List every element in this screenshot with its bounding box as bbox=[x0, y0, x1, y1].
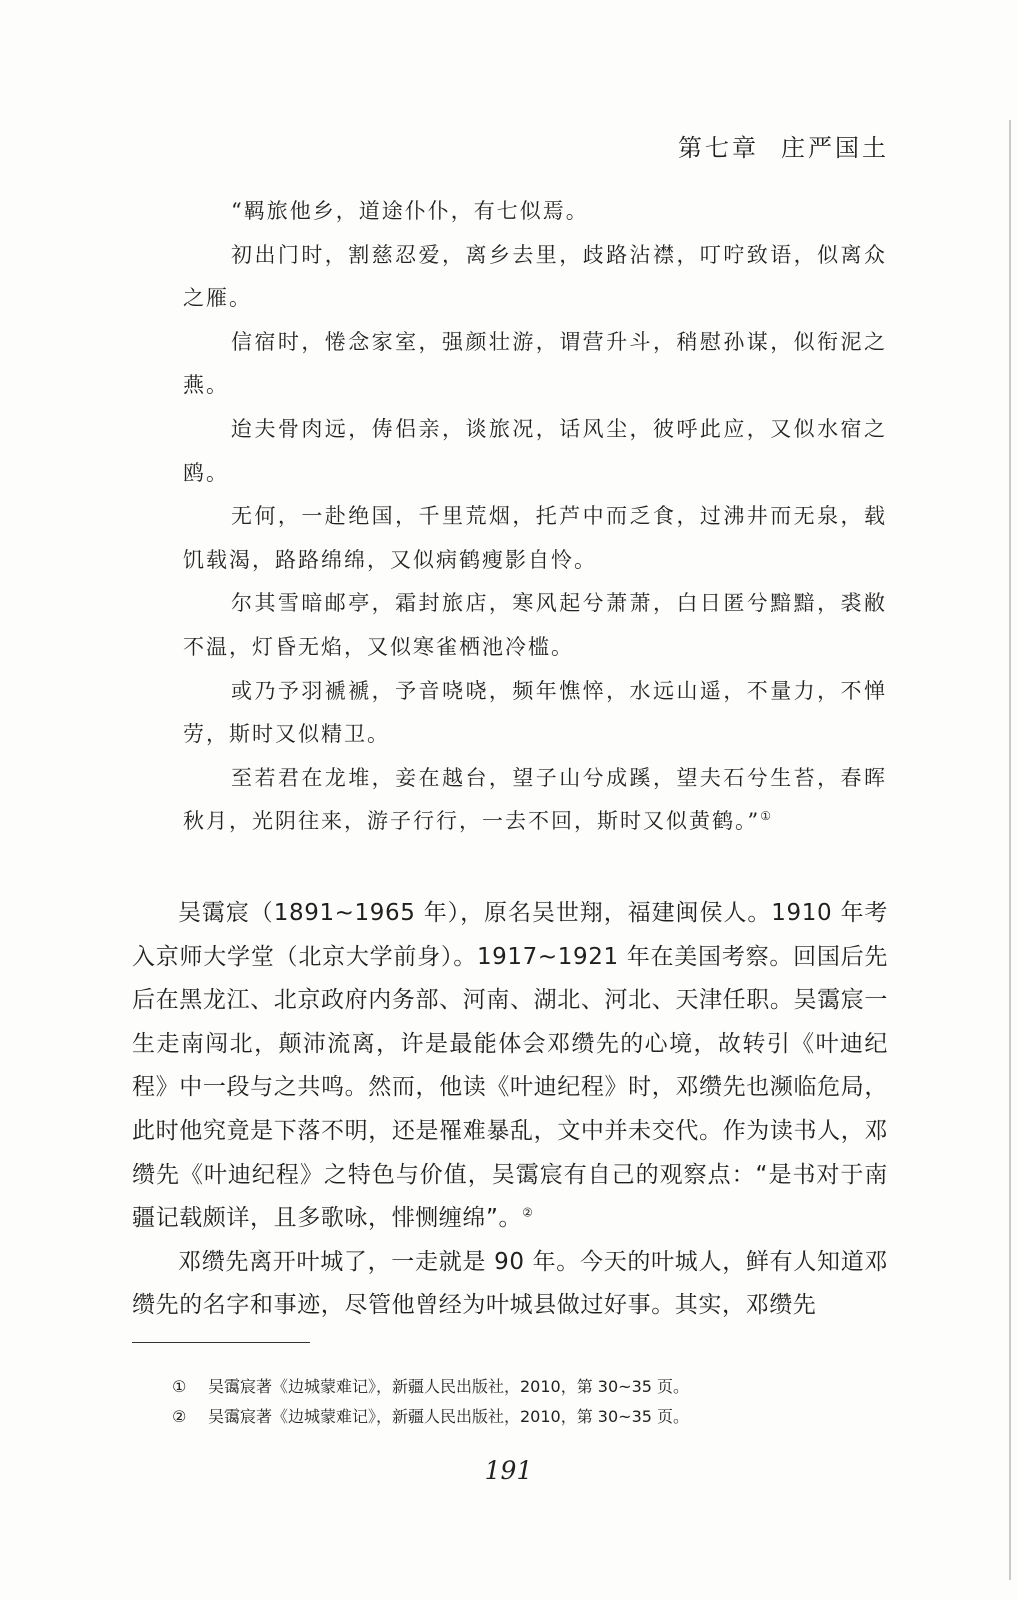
quote-text: 至若君在龙堆，妾在越台，望子山兮成蹊，望夫石兮生苔，春晖秋月，光阴往来，游子行行，一去不回，斯时又似黄鹤。” bbox=[183, 765, 887, 834]
quote-text: 迨夫骨肉远，俦侣亲，谈旅况，话风尘，彼呼此应，又似水宿之鸥。 bbox=[183, 416, 887, 485]
quote-paragraph bbox=[183, 234, 887, 321]
footnote-item bbox=[172, 1402, 872, 1432]
quote-text: 信宿时，惓念家室，强颜壮游，谓营升斗，稍慰孙谋，似衔泥之燕。 bbox=[183, 329, 887, 398]
quote-text: “羁旅他乡，道途仆仆，有七似焉。 bbox=[231, 199, 589, 223]
body-paragraph bbox=[132, 892, 888, 1241]
body-text bbox=[132, 892, 888, 1328]
quote-paragraph bbox=[183, 190, 887, 234]
footnote-reference[interactable]: ① bbox=[760, 809, 771, 824]
footnote-text: 吴霭宸著《边城蒙难记》，新疆人民出版社，2010，第 30~35 页。 bbox=[208, 1407, 690, 1426]
footnote-reference[interactable]: ② bbox=[522, 1205, 533, 1220]
quote-text: 或乃予羽褫褫，予音哓哓，频年憔悴，水远山遥，不量力，不惮劳，斯时又似精卫。 bbox=[183, 678, 887, 747]
page-edge-shadow bbox=[1009, 120, 1011, 1580]
page-number: 191 bbox=[484, 1456, 533, 1485]
footnote-mark: ② bbox=[172, 1407, 187, 1426]
quote-paragraph bbox=[183, 757, 887, 844]
footnote-text: 吴霭宸著《边城蒙难记》，新疆人民出版社，2010，第 30~35 页。 bbox=[208, 1377, 690, 1396]
chapter-number: 第七章 bbox=[678, 134, 759, 162]
quote-paragraph bbox=[183, 408, 887, 495]
footnote-mark: ① bbox=[172, 1377, 187, 1396]
quote-paragraph bbox=[183, 321, 887, 408]
footnote-divider bbox=[132, 1342, 310, 1343]
quoted-passage bbox=[183, 190, 887, 844]
quote-paragraph bbox=[183, 670, 887, 757]
running-head bbox=[678, 128, 889, 163]
quote-text: 初出门时，割慈忍爱，离乡去里，歧路沾襟，叮咛致语，似离众之雁。 bbox=[183, 242, 887, 311]
quote-text: 尔其雪暗邮亭，霜封旅店，寒风起兮萧萧，白日匿兮黯黯，裘敝不温，灯昏无焰，又似寒雀栖池冷槛。 bbox=[183, 591, 887, 659]
chapter-title: 庄严国土 bbox=[781, 134, 889, 162]
footnote-item bbox=[172, 1372, 872, 1402]
body-paragraph-text: 吴霭宸（1891~1965 年），原名吴世翔，福建闽侯人。1910 年考入京师大学堂（北京大学前身）。1917~1921 年在美国考察。回国后先后在黑龙江、北京政府内务部、河南、湖北、河北、天津任职。吴霭宸一生走南闯北，颠沛流离，许是最能体会邓缵先的心境，故转引《叶迪纪程》中一段与之共鸣。然而，他读《叶迪纪程》时，邓缵先也濒临危局，此时他究竟是下落不明，还是罹难暴乱，文中并未交代。作为读书人，邓缵先《叶迪纪程》之特色与价值，吴霭宸有自己的观察点：“是书对于南疆记载颇详，且多歌咏，悱恻缠绵”。 bbox=[132, 900, 888, 1232]
body-paragraph bbox=[132, 1241, 888, 1328]
footnotes bbox=[172, 1372, 872, 1432]
quote-text: 无何，一赴绝国，千里荒烟，托芦中而乏食，过沸井而无泉，载饥载渴，路路绵绵，又似病鹤瘦影自怜。 bbox=[183, 504, 887, 572]
quote-paragraph bbox=[183, 495, 887, 582]
body-paragraph-text: 邓缵先离开叶城了，一走就是 90 年。今天的叶城人，鲜有人知道邓缵先的名字和事迹，尽管他曾经为叶城县做过好事。其实，邓缵先 bbox=[132, 1248, 888, 1319]
quote-paragraph bbox=[183, 582, 887, 669]
